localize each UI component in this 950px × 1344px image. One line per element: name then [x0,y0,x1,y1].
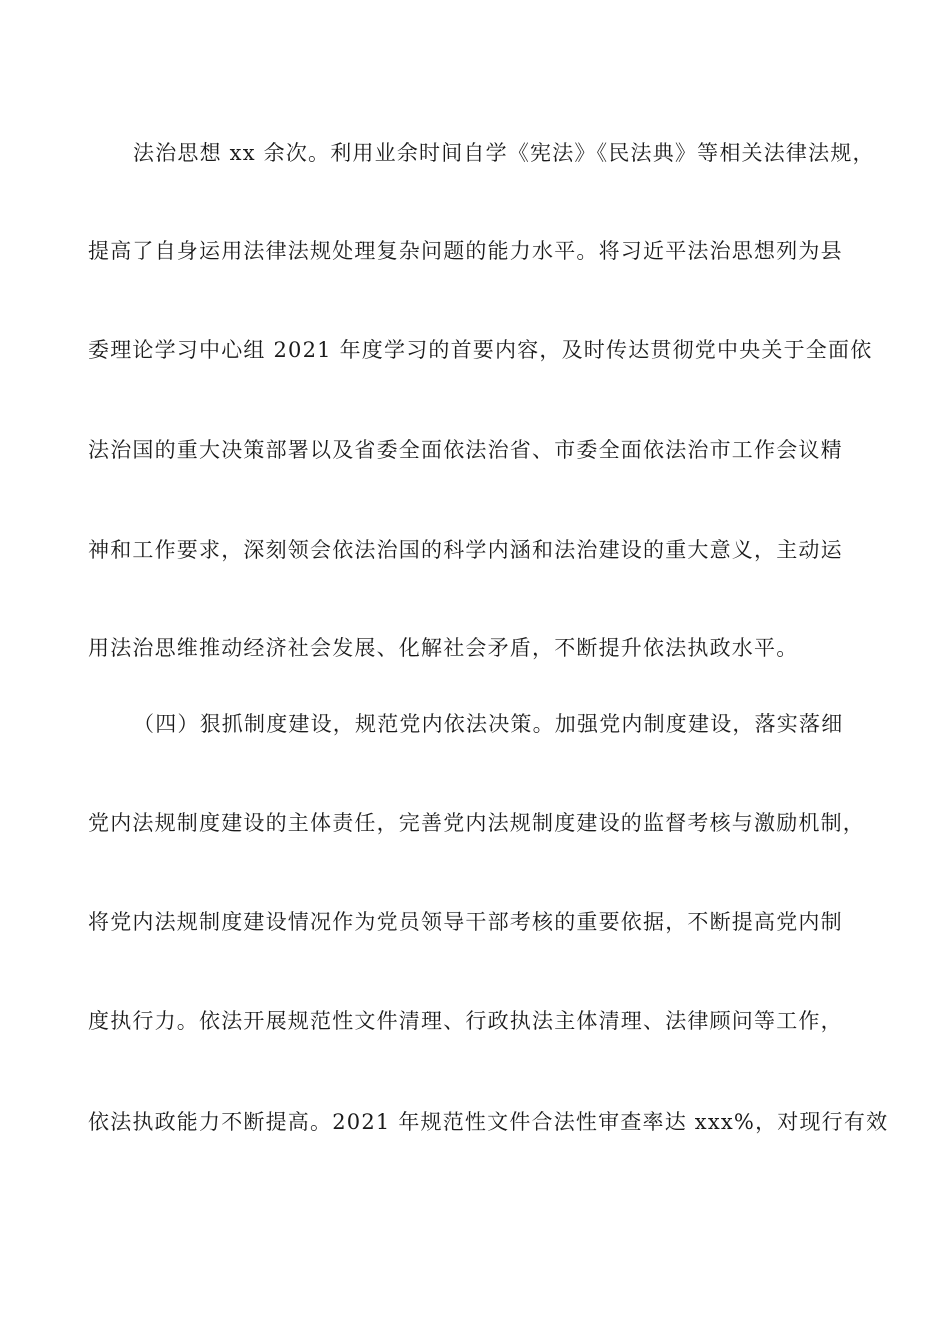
paragraph-line-10: 度执行力。依法开展规范性文件清理、行政执法主体清理、法律顾问等工作， [88,1009,843,1033]
paragraph-line-9: 将党内法规制度建设情况作为党员领导干部考核的重要依据，不断提高党内制 [88,910,843,934]
paragraph-line-1: 法治思想 xx 余次。利用业余时间自学《宪法》《民法典》等相关法律法规， [133,141,875,165]
paragraph-line-11: 依法执政能力不断提高。2021 年规范性文件合法性审查率达 xxx%，对现行有效 [88,1110,889,1134]
paragraph-line-5: 神和工作要求，深刻领会依法治国的科学内涵和法治建设的重大意义，主动运 [88,538,843,562]
paragraph-line-6: 用法治思维推动经济社会发展、化解社会矛盾，不断提升依法执政水平。 [88,636,799,660]
paragraph-line-2: 提高了自身运用法律法规处理复杂问题的能力水平。将习近平法治思想列为县 [88,239,843,263]
paragraph-line-3: 委理论学习中心组 2021 年度学习的首要内容，及时传达贯彻党中央关于全面依 [88,338,873,362]
section-heading-line: （四）狠抓制度建设，规范党内依法决策。加强党内制度建设，落实落细 [133,712,844,736]
paragraph-line-8: 党内法规制度建设的主体责任，完善党内法规制度建设的监督考核与激励机制， [88,811,865,835]
paragraph-line-4: 法治国的重大决策部署以及省委全面依法治省、市委全面依法治市工作会议精 [88,438,843,462]
